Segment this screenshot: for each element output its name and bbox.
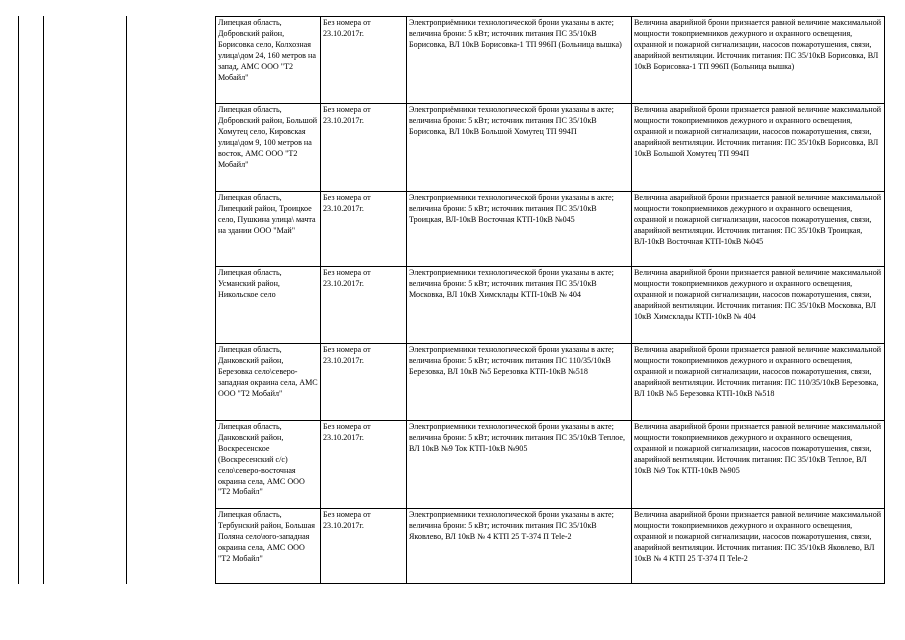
left-column-rule [43,16,44,584]
number-cell: Без номера от 23.10.2017г. [321,104,407,192]
tech-reserve-cell: Электроприёмники технологической брони указаны в акте; величина брони: 5 кВт; источник питания ПС 35/10кВ Борисовка, ВЛ 10кВ Большой Хомутец ТП 994П [407,104,632,192]
location-cell: Липецкая область, Данковский район, Березовка село\северо-западная окраина села, АМС ООО "Т2 Мобайл" [216,344,321,421]
tech-reserve-cell: Электроприемники технологической брони указаны в акте; величина брони: 5 кВт; источник питания ПС 35/10кВ Московка, ВЛ 10кВ Химсклады КТП-10кВ № 404 [407,267,632,344]
left-column-rule [18,16,19,584]
table-row [216,104,885,192]
reservation-table [215,16,885,584]
tech-reserve-cell: Электроприёмники технологической брони указаны в акте; величина брони: 5 кВт; источник питания ПС 35/10кВ Борисовка, ВЛ 10кВ Борисовка-1 ТП 996П (Больница вышка) [407,17,632,104]
location-cell: Липецкая область, Добровский район, Большой Хомутец село, Кировская улица\дом 9, 100 метров на восток, АМС ООО "Т2 Мобайл" [216,104,321,192]
emergency-reserve-cell: Величина аварийной брони признается равной величине максимальной мощности токоприемников дежурного и охранного освещения, охранной и пожарной сигнализации, насосов пожаротушения, связи, аварийной вентиляции. Источник питания: ПС 110/35/10кВ Березовка, ВЛ 10кВ №5 Березовка КТП-10кВ №518 [632,344,885,421]
number-cell: Без номера от 23.10.2017г. [321,421,407,509]
number-cell: Без номера от 23.10.2017г. [321,192,407,267]
table-row [216,421,885,509]
location-cell: Липецкая область, Данковский район, Воскресенское (Воскресенский с/с) село\северо-восточная окраина села, АМС ООО "Т2 Мобайл" [216,421,321,509]
emergency-reserve-cell: Величина аварийной брони признается равной величине максимальной мощности токоприемников дежурного и охранного освещения, охранной и пожарной сигнализации, насосов пожаротушения, связи, аварийной вентиляции. Источник питания: ПС 35/10кВ Троицкая, ВЛ-10кВ Восточная КТП-10кВ №045 [632,192,885,267]
left-column-rule [126,16,127,584]
table-row [216,344,885,421]
emergency-reserve-cell: Величина аварийной брони признается равной величине максимальной мощности токоприемников дежурного и охранного освещения, охранной и пожарной сигнализации, насосов пожаротушения, связи, аварийной вентиляции. Источник питания: ПС 35/10кВ Московка, ВЛ 10кВ Химсклады КТП-10кВ № 404 [632,267,885,344]
tech-reserve-cell: Электроприемники технологической брони указаны в акте; величина брони: 5 кВт; источник питания ПС 35/10кВ Троицкая, ВЛ-10кВ Восточная КТП-10кВ №045 [407,192,632,267]
tech-reserve-cell: Электроприемники технологической брони указаны в акте; величина брони: 5 кВт; источник питания ПС 35/10кВ Яковлево, ВЛ 10кВ № 4 КТП 25 Т-374 П Tele-2 [407,509,632,584]
location-cell: Липецкая область, Липецкий район, Троицкое село, Пушкина улица\ мачта на здании ООО "Май" [216,192,321,267]
table-row [216,192,885,267]
emergency-reserve-cell: Величина аварийной брони признается равной величине максимальной мощности токоприемников дежурного и охранного освещения, охранной и пожарной сигнализации, насосов пожаротушения, связи, аварийной вентиляции. Источник питания: ПС 35/10кВ Борисовка, ВЛ 10кВ Борисовка-1 ТП 996П (Больница вышка) [632,17,885,104]
table-row [216,267,885,344]
location-cell: Липецкая область, Тербунский район, Большая Поляна село\юго-западная окраина села, АМС ООО "Т2 Мобайл" [216,509,321,584]
location-cell: Липецкая область, Добровский район, Борисовка село, Колхозная улица\дом 24, 160 метров на запад, АМС ООО "Т2 Мобайл" [216,17,321,104]
number-cell: Без номера от 23.10.2017г. [321,17,407,104]
emergency-reserve-cell: Величина аварийной брони признается равной величине максимальной мощности токоприемников дежурного и охранного освещения, охранной и пожарной сигнализации, насосов пожаротушения, связи, аварийной вентиляции. Источник питания: ПС 35/10кВ Теплое, ВЛ 10кВ №9 Ток КТП-10кВ №905 [632,421,885,509]
emergency-reserve-cell: Величина аварийной брони признается равной величине максимальной мощности токоприемников дежурного и охранного освещения, охранной и пожарной сигнализации, насосов пожаротушения, связи, аварийной вентиляции. Источник питания: ПС 35/10кВ Яковлево, ВЛ 10кВ № 4 КТП 25 Т-374 П Tele-2 [632,509,885,584]
tech-reserve-cell: Электроприемники технологической брони указаны в акте; величина брони: 5 кВт; источник питания ПС 35/10кВ Теплое, ВЛ 10кВ №9 Ток КТП-10кВ №905 [407,421,632,509]
number-cell: Без номера от 23.10.2017г. [321,509,407,584]
number-cell: Без номера от 23.10.2017г. [321,267,407,344]
table-row [216,509,885,584]
tech-reserve-cell: Электроприемники технологической брони указаны в акте; величина брони: 5 кВт; источник питания ПС 110/35/10кВ Березовка, ВЛ 10кВ №5 Березовка КТП-10кВ №518 [407,344,632,421]
table-row [216,17,885,104]
number-cell: Без номера от 23.10.2017г. [321,344,407,421]
emergency-reserve-cell: Величина аварийной брони признается равной величине максимальной мощности токоприемников дежурного и охранного освещения, охранной и пожарной сигнализации, насосов пожаротушения, связи, аварийной вентиляции. Источник питания: ПС 35/10кВ Борисовка, ВЛ 10кВ Большой Хомутец ТП 994П [632,104,885,192]
location-cell: Липецкая область, Усманский район, Никольское село [216,267,321,344]
